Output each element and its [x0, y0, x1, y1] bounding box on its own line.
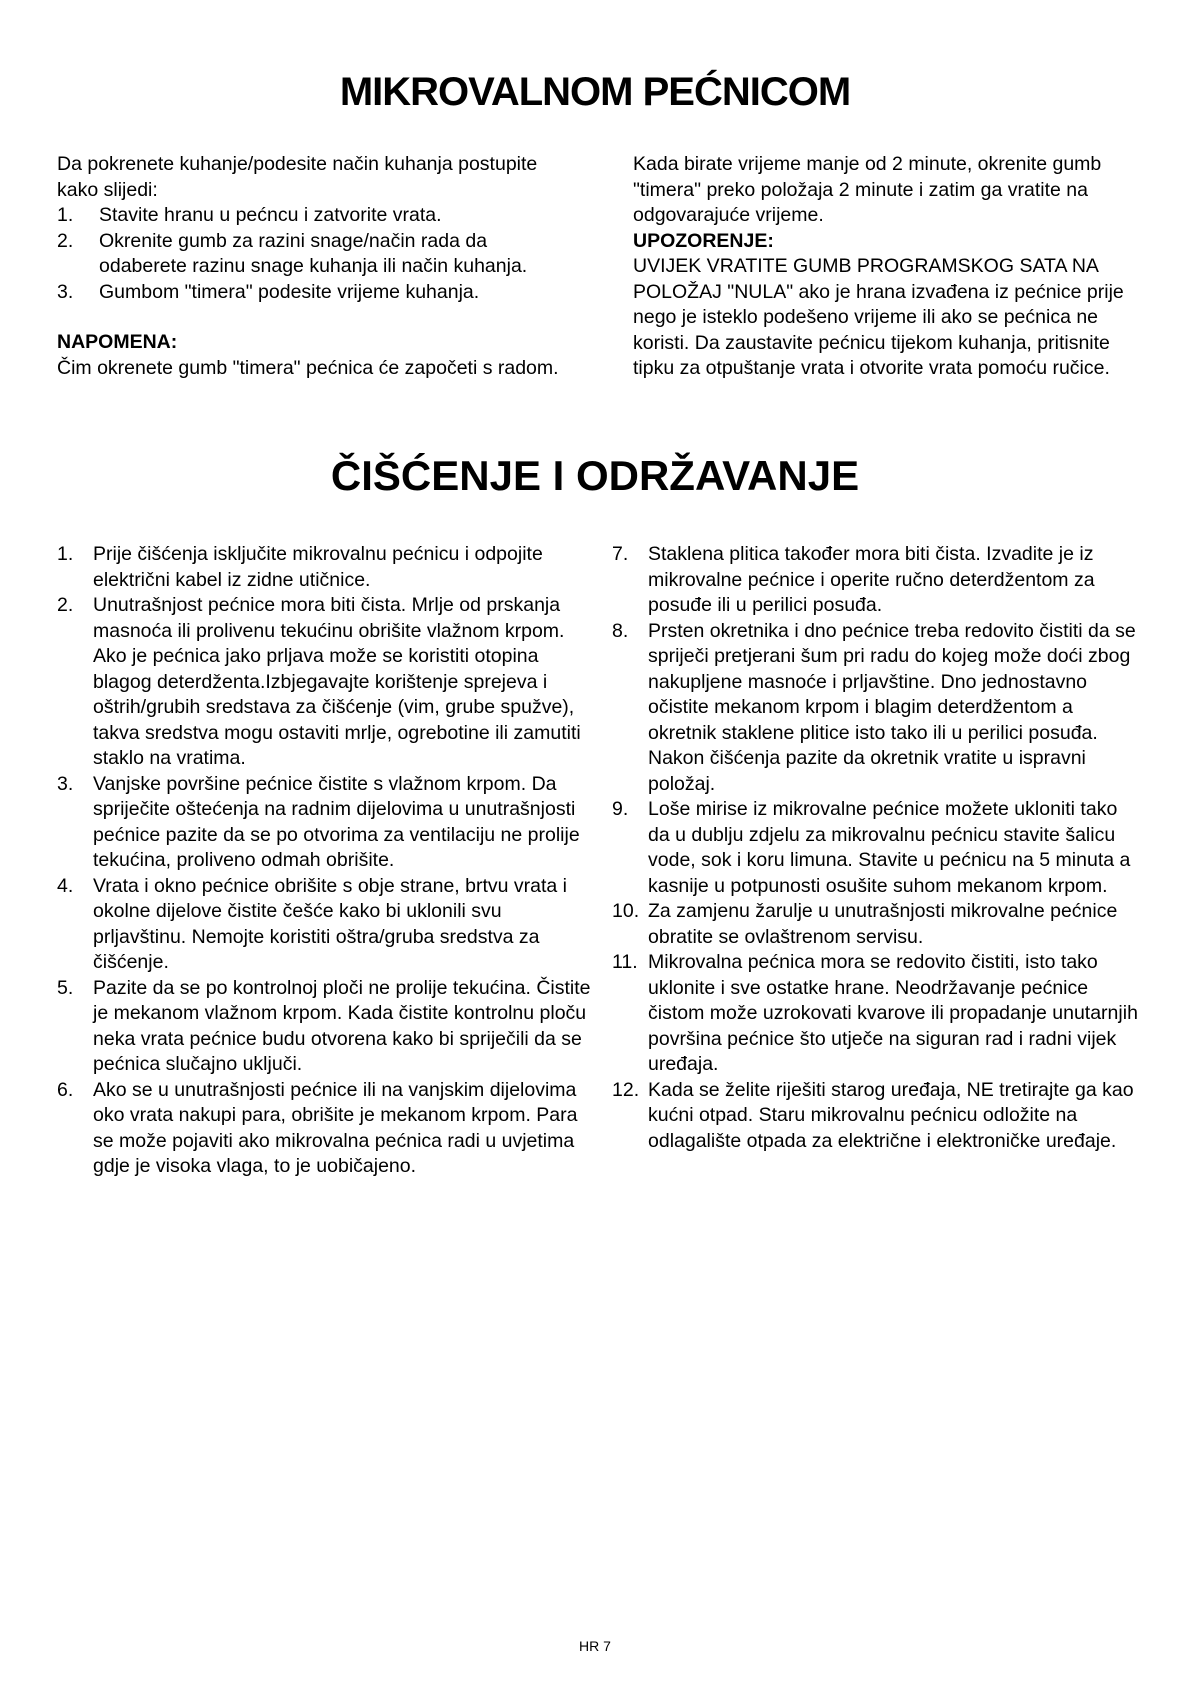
list-text: Kada se želite riješiti starog uređaja, NE tretirajte ga kao kućni otpad. Staru mikrovalnu pećnicu odložite na odlagalište otpada za električne i elektroničke uređaje.: [648, 1078, 1134, 1152]
list-text: Prije čišćenja isključite mikrovalnu pećnicu i odpojite električni kabel iz zidne utičnice.: [93, 543, 543, 591]
list-item: [57, 229, 577, 280]
list-item: [612, 797, 1142, 899]
list-text: Ako se u unutrašnjosti pećnice ili na vanjskim dijelovima oko vrata nakupi para, obrišite je mekanom krpom. Para se može pojaviti ako mikrovalna pećnica radi u uvjetima gdje je visoka vlaga, to je uobičajeno.: [93, 1078, 578, 1177]
list-item: [57, 542, 597, 593]
list-text: Mikrovalna pećnica mora se redovito čistiti, isto tako uklonite i sve ostatke hrane. Neodržavanje pećnice čistom može uzrokovati kvarove ili propadanje unutarnjih površina pećnice što utječe na siguran rad i radni vijek uređaja.: [648, 951, 1138, 1075]
list-item: [612, 899, 1142, 950]
list-text: Staklena plitica također mora biti čista. Izvadite je iz mikrovalne pećnice i operite ručno deterdžentom za posuđe ili u perilici posuđa.: [648, 543, 1095, 616]
list-number: 7.: [612, 543, 629, 565]
list-number: 12.: [612, 1078, 640, 1101]
list-item: [612, 542, 1142, 619]
list-item: [612, 619, 1142, 798]
list-number: 3.: [57, 280, 74, 303]
cleaning-left-column: [57, 542, 597, 1180]
list-item: [57, 280, 577, 306]
list-text: Vrata i okno pećnice obrišite s obje strane, brtvu vrata i okolne dijelove čistite češće kako bi uklonili svu prljavštinu. Nemojte koristiti oštra/gruba sredstva za čišćenje.: [93, 874, 568, 973]
section-title-cleaning: ČIŠĆENJE I ODRŽAVANJE: [330, 452, 860, 499]
list-item: [612, 950, 1142, 1078]
list-number: 5.: [57, 976, 74, 999]
list-number: 10.: [612, 900, 640, 922]
list-text: Za zamjenu žarulje u unutrašnjosti mikrovalne pećnice obratite se ovlaštrenom servisu.: [648, 900, 1118, 948]
warning-heading: UPOZORENJE:: [633, 229, 774, 252]
warning-text: UVIJEK VRATITE GUMB PROGRAMSKOG SATA NA POLOŽAJ "NULA" ako je hrana izvađena iz pećnice prije nego je isteklo podešeno vrijeme ili ako se pećnica ne koristi. Da zaustavite pećnicu tijekom kuhanja, pritisnite tipku za otpuštanje vrata i otvorite vrata pomoću ručice.: [633, 255, 1124, 379]
list-number: 1.: [57, 543, 74, 565]
list-number: 1.: [57, 204, 74, 226]
usage-steps-list: [57, 203, 577, 305]
list-number: 9.: [612, 798, 629, 820]
list-item: [57, 772, 597, 874]
list-number: 4.: [57, 874, 74, 897]
list-number: 11.: [612, 951, 638, 973]
usage-right-column: [633, 152, 1148, 382]
cleaning-list-right: [612, 542, 1142, 1154]
list-text: Unutrašnjost pećnice mora biti čista. Mrlje od prskanja masnoća ili prolivenu tekućinu obrišite vlažnom krpom. Ako je pećnica jako prljava može se koristiti otopina blagog deterdženta.Izbjegavajte korištenje sprejeva i oštrih/grubih sredstava za čišćenje (vim, grube spužve), takva sredstva mogu ostaviti mrlje, ogrebotine ili zamutiti staklo na vratima.: [93, 594, 581, 769]
list-item: [612, 1078, 1142, 1155]
list-text: Vanjske površine pećnice čistite s vlažnom krpom. Da spriječite oštećenja na radnim dijelovima u unutrašnjosti pećnice pazite da se po otvorima za ventilaciju ne prolije tekućina, proliveno odmah obrišite.: [93, 772, 580, 871]
list-item: [57, 1078, 597, 1180]
list-item: [57, 203, 577, 229]
note-text: Čim okrenete gumb "timera" pećnica će započeti s radom.: [57, 356, 559, 379]
usage-intro: Da pokrenete kuhanje/podesite način kuhanja postupite kako slijedi:: [57, 153, 538, 201]
list-number: 8.: [612, 619, 629, 642]
list-text: Stavite hranu u pećncu i zatvorite vrata.: [99, 204, 442, 226]
list-number: 6.: [57, 1078, 74, 1101]
list-item: [57, 874, 597, 976]
list-text: Prsten okretnika i dno pećnice treba redovito čistiti da se spriječi pretjerani šum pri radu do kojeg može doći zbog nakupljene masnoće i prljavštine. Dno jednostavno očistite mekanom krpom i blagim deterdžentom a okretnik staklene plitice isto tako ili u perilici posuđa. Nakon čišćenja pazite da okretnik vratite u ispravni položaj.: [648, 619, 1136, 795]
usage-left-column: [57, 152, 577, 381]
list-text: Okrenite gumb za razini snage/način rada da odaberete razinu snage kuhanja ili način kuhanja.: [99, 229, 528, 277]
list-number: 2.: [57, 229, 74, 252]
timer-info-text: Kada birate vrijeme manje od 2 minute, okrenite gumb "timera" preko položaja 2 minute i zatim ga vratite na odgovarajuće vrijeme.: [633, 153, 1102, 226]
page-number: HR 7: [579, 1638, 611, 1654]
list-number: 3.: [57, 772, 74, 795]
cleaning-list-left: [57, 542, 597, 1180]
section-title-microwave: MIKROVALNOM PEĆNICOM: [339, 70, 851, 114]
list-item: [57, 593, 597, 772]
list-number: 2.: [57, 594, 74, 616]
list-text: Loše mirise iz mikrovalne pećnice možete ukloniti tako da u dublju zdjelu za mikrovalnu pećnicu stavite šalicu vode, sok i koru limuna. Stavite u pećnicu na 5 minuta a kasnije u potpunosti osušite suhom mekanom krpom.: [648, 798, 1131, 897]
note-heading: NAPOMENA:: [57, 331, 178, 353]
list-item: [57, 976, 597, 1078]
list-text: Pazite da se po kontrolnoj ploči ne prolije tekućina. Čistite je mekanom vlažnom krpom. Kada čistite kontrolnu ploču neka vrata pećnice budu otvorena kako bi spriječili da se pećnica slučajno uključi.: [93, 976, 591, 1075]
list-text: Gumbom "timera" podesite vrijeme kuhanja.: [99, 280, 480, 303]
cleaning-right-column: [612, 542, 1142, 1154]
